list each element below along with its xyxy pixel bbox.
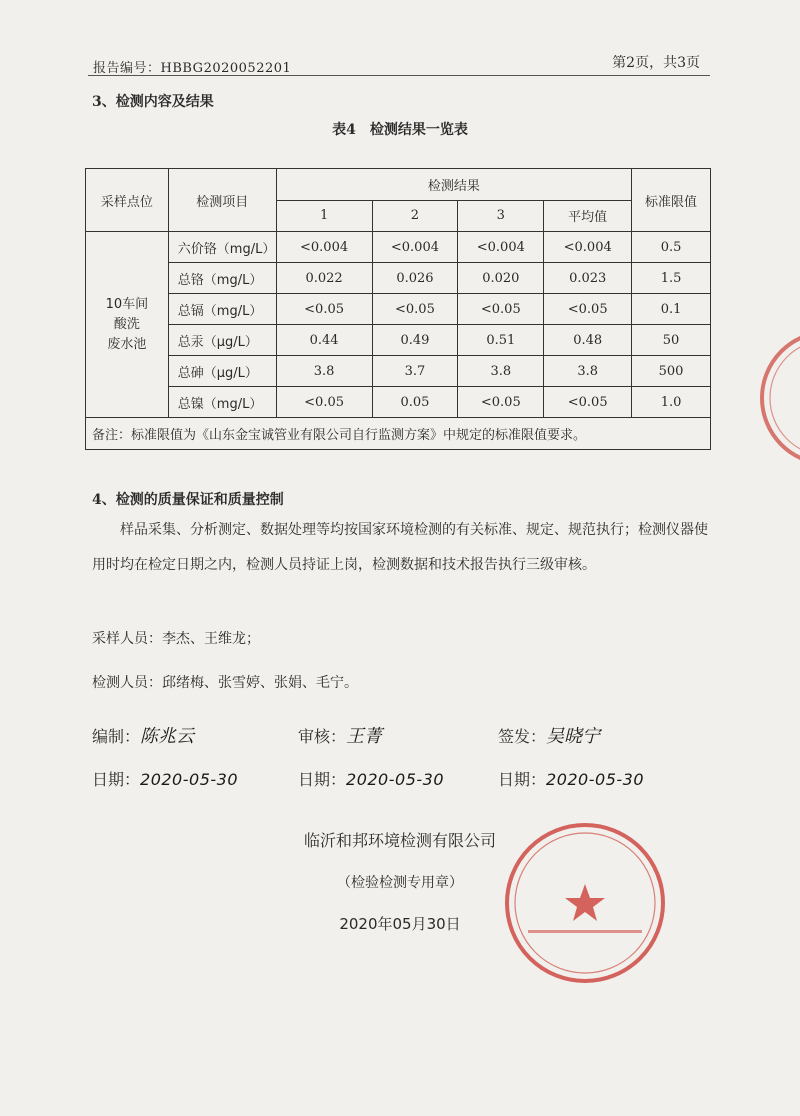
item-cell: 总镍（mg/L） <box>168 387 276 418</box>
col-location-header: 采样点位 <box>86 169 169 232</box>
item-cell: 总铬（mg/L） <box>168 263 276 294</box>
table-caption: 表4 检测结果一览表 <box>332 122 468 138</box>
review-date: 2020-05-30 <box>346 770 444 789</box>
review-label: 审核： <box>298 727 347 746</box>
limit-cell: 0.5 <box>632 232 711 263</box>
sampling-location <box>86 232 169 418</box>
item-cell: 六价铬（mg/L） <box>168 232 276 263</box>
edge-seal-stamp <box>750 318 800 478</box>
testing-staff: 检测人员：邱绪梅、张雪婷、张娟、毛宁。 <box>92 675 358 691</box>
header-divider <box>88 75 710 76</box>
compile-date: 2020-05-30 <box>140 770 238 789</box>
date-label: 日期： <box>92 770 141 789</box>
location-line: 10车间 <box>105 296 149 312</box>
col-limit-header: 标准限值 <box>632 169 711 232</box>
value-cell: 0.51 <box>458 325 544 356</box>
issue-date-field <box>498 767 644 790</box>
value-cell: 0.026 <box>372 263 458 294</box>
table-row <box>86 232 711 263</box>
value-cell: <0.004 <box>458 232 544 263</box>
location-line: 酸洗 <box>113 316 140 332</box>
value-cell: <0.004 <box>276 232 372 263</box>
value-cell: 3.8 <box>276 356 372 387</box>
review-date-field <box>298 767 444 790</box>
issue-signature-field <box>498 722 600 748</box>
company-name: 临沂和邦环境检测有限公司 <box>303 831 496 850</box>
value-cell: 0.49 <box>372 325 458 356</box>
limit-cell: 1.0 <box>632 387 711 418</box>
value-cell: <0.05 <box>458 387 544 418</box>
value-cell: 0.44 <box>276 325 372 356</box>
item-cell: 总镉（mg/L） <box>168 294 276 325</box>
location-line: 废水池 <box>107 336 147 352</box>
sub-header-1: 1 <box>276 200 372 232</box>
review-signature: 王菁 <box>346 726 383 747</box>
compile-date-field <box>92 767 238 790</box>
value-cell: <0.05 <box>372 294 458 325</box>
value-cell: <0.05 <box>458 294 544 325</box>
average-cell: <0.05 <box>544 387 632 418</box>
value-cell: <0.05 <box>276 387 372 418</box>
issue-date: 2020-05-30 <box>546 770 644 789</box>
date-label: 日期： <box>498 770 547 789</box>
section3-title: 3、检测内容及结果 <box>92 94 214 110</box>
value-cell: 0.020 <box>458 263 544 294</box>
report-number: 报告编号：HBBG2020052201 <box>93 61 292 76</box>
value-cell: <0.004 <box>372 232 458 263</box>
seal-note: （检验检测专用章） <box>337 875 463 891</box>
average-cell: 0.48 <box>544 325 632 356</box>
limit-cell: 1.5 <box>632 263 711 294</box>
limit-cell: 0.1 <box>632 294 711 325</box>
issue-label: 签发： <box>498 727 547 746</box>
table-row <box>86 263 711 294</box>
page-info: 第2页，共3页 <box>612 55 700 71</box>
date-label: 日期： <box>298 770 347 789</box>
average-cell: <0.05 <box>544 294 632 325</box>
issue-signature: 吴晓宁 <box>546 726 601 747</box>
value-cell: 0.022 <box>276 263 372 294</box>
value-cell: 3.8 <box>458 356 544 387</box>
compile-signature: 陈兆云 <box>140 726 195 747</box>
table-row <box>86 325 711 356</box>
sub-header-2: 2 <box>372 200 458 232</box>
issue-date: 2020年05月30日 <box>339 915 461 933</box>
value-cell: <0.05 <box>276 294 372 325</box>
average-cell: <0.004 <box>544 232 632 263</box>
sub-header-average: 平均值 <box>544 200 632 232</box>
item-cell: 总砷（μg/L） <box>168 356 276 387</box>
sub-header-3: 3 <box>458 200 544 232</box>
sampling-staff: 采样人员：李杰、王维龙； <box>92 631 260 647</box>
value-cell: 3.7 <box>372 356 458 387</box>
results-table <box>85 168 711 450</box>
average-cell: 0.023 <box>544 263 632 294</box>
compile-signature-field <box>92 722 194 748</box>
table-row <box>86 356 711 387</box>
col-results-header: 检测结果 <box>276 169 631 201</box>
item-cell: 总汞（μg/L） <box>168 325 276 356</box>
limit-cell: 500 <box>632 356 711 387</box>
limit-cell: 50 <box>632 325 711 356</box>
average-cell: 3.8 <box>544 356 632 387</box>
col-item-header: 检测项目 <box>168 169 276 232</box>
table-row <box>86 387 711 418</box>
table-row <box>86 294 711 325</box>
table-note: 备注：标准限值为《山东金宝诚管业有限公司自行监测方案》中规定的标准限值要求。 <box>86 418 711 450</box>
section4-title: 4、检测的质量保证和质量控制 <box>92 492 284 508</box>
value-cell: 0.05 <box>372 387 458 418</box>
review-signature-field <box>298 722 382 748</box>
qc-paragraph: 样品采集、分析测定、数据处理等均按国家环境检测的有关标准、规定、规范执行；检测仪器使用时均在检定日期之内，检测人员持证上岗，检测数据和技术报告执行三级审核。 <box>92 522 708 573</box>
compile-label: 编制： <box>92 727 141 746</box>
